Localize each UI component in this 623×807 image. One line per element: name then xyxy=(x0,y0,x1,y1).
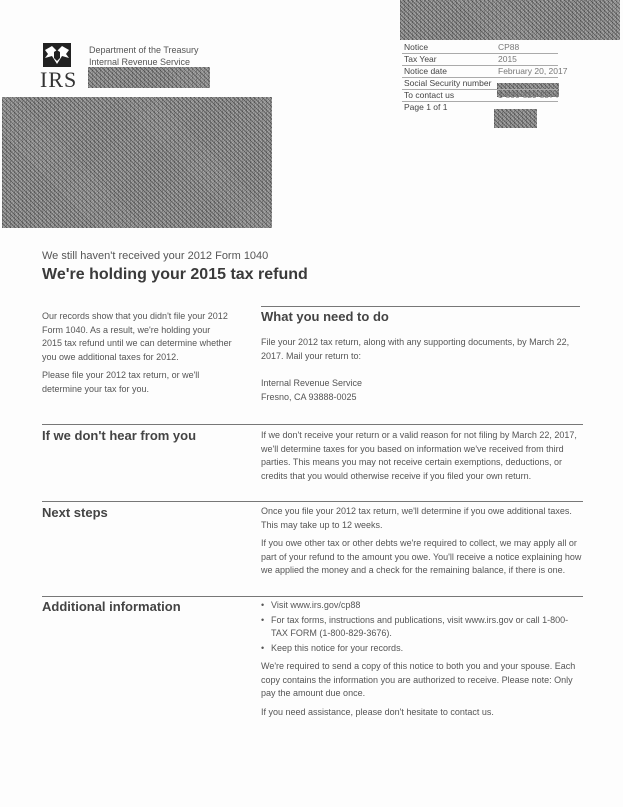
heading-if-we-dont-hear: If we don't hear from you xyxy=(42,428,197,443)
notice-row-value: CP88 xyxy=(498,42,520,52)
notice-row-label: Social Security number xyxy=(404,78,492,88)
next-steps-paragraph-2: If you owe other tax or other debts we're required to collect, we may apply all or part of your refund to the amount you owe. You'll receive a notice explaining how we applied the money and a check for the remaining balance, if there is one. xyxy=(261,538,582,575)
notice-info-table xyxy=(402,42,568,113)
agency-name: Department of the Treasury xyxy=(89,45,199,55)
notice-row-label: Page 1 of 1 xyxy=(404,102,448,112)
heading-next-steps: Next steps xyxy=(42,505,108,520)
mailing-address-line1: Internal Revenue Service xyxy=(261,378,363,388)
additional-info-paragraph-1: We're required to send a copy of this notice to both you and your spouse. Each copy contains the information you are authorized to receive. Please note: Only pay the amount due once. xyxy=(261,661,576,698)
notice-row-label: Notice date xyxy=(404,66,447,76)
notice-row-label: Notice xyxy=(404,42,429,52)
divider-next-steps xyxy=(42,501,583,502)
notice-row-label: Tax Year xyxy=(404,54,437,64)
divider-additional-info xyxy=(42,596,583,597)
bullet-item: • For tax forms, instructions and publications, visit www.irs.gov or call 1-800-TAX FORM (1-800-829-3676). xyxy=(261,614,583,641)
redaction-address-block xyxy=(2,97,272,228)
what-to-do-body xyxy=(261,336,583,404)
bullet-item: • Visit www.irs.gov/cp88 xyxy=(261,599,583,613)
next-steps-paragraph-1: Once you file your 2012 tax return, we'll determine if you owe additional taxes. This may take up to 12 weeks. xyxy=(261,506,572,530)
notice-row-label: To contact us xyxy=(404,90,455,100)
irs-eagle-logo xyxy=(42,42,72,68)
agency-subname: Internal Revenue Service xyxy=(89,57,191,67)
divider-what-to-do xyxy=(261,306,580,307)
notice-row xyxy=(402,66,568,78)
notice-row-value: February 20, 2017 xyxy=(498,66,568,76)
dont-hear-body xyxy=(261,429,583,488)
next-steps-body xyxy=(261,505,583,583)
summary-paragraph-2: Please file your 2012 tax return, or we'll determine your tax for you. xyxy=(42,370,200,394)
notice-row xyxy=(402,54,558,66)
what-to-do-paragraph: File your 2012 tax return, along with any supporting documents, by March 22, 2017. Mail your return to: xyxy=(261,337,570,361)
page-title: We're holding your 2015 tax refund xyxy=(42,266,308,283)
notice-row-value: 2015 xyxy=(498,54,517,64)
heading-what-you-need-to-do: What you need to do xyxy=(261,309,389,324)
eagle-icon xyxy=(42,42,72,68)
irs-logo-text: IRS xyxy=(40,67,78,92)
notice-row-value: 1-800-829-8374 xyxy=(498,90,559,100)
bullet-item: • Keep this notice for your records. xyxy=(261,642,583,656)
left-summary xyxy=(42,310,232,401)
redaction-name xyxy=(88,67,210,88)
summary-paragraph-1: Our records show that you didn't file your 2012 Form 1040. As a result, we're holding your 2015 tax refund until we can determine whether you owe additional taxes for 2012. xyxy=(42,311,232,362)
additional-info-bullets xyxy=(261,599,583,655)
page-subtitle: We still haven't received your 2012 Form 1040 xyxy=(42,250,269,262)
mailing-address-line2: Fresno, CA 93888-0025 xyxy=(261,391,357,402)
heading-additional-information: Additional information xyxy=(42,599,181,614)
dont-hear-paragraph: If we don't receive your return or a valid reason for not filing by March 22, 2017, we'll determine taxes for you based on information we've received from third parties. This means you may not receive certain exemptions, deductions, or credits that you would otherwise receive if you filed your own return. xyxy=(261,430,577,481)
notice-row xyxy=(402,78,558,90)
divider-dont-hear-left xyxy=(42,424,583,425)
notice-row xyxy=(402,102,558,113)
additional-info-body xyxy=(261,599,583,724)
additional-info-paragraph-2: If you need assistance, please don't hesitate to contact us. xyxy=(261,706,494,717)
notice-row xyxy=(402,90,558,102)
notice-row xyxy=(402,42,558,54)
redaction-top-right xyxy=(400,0,620,40)
